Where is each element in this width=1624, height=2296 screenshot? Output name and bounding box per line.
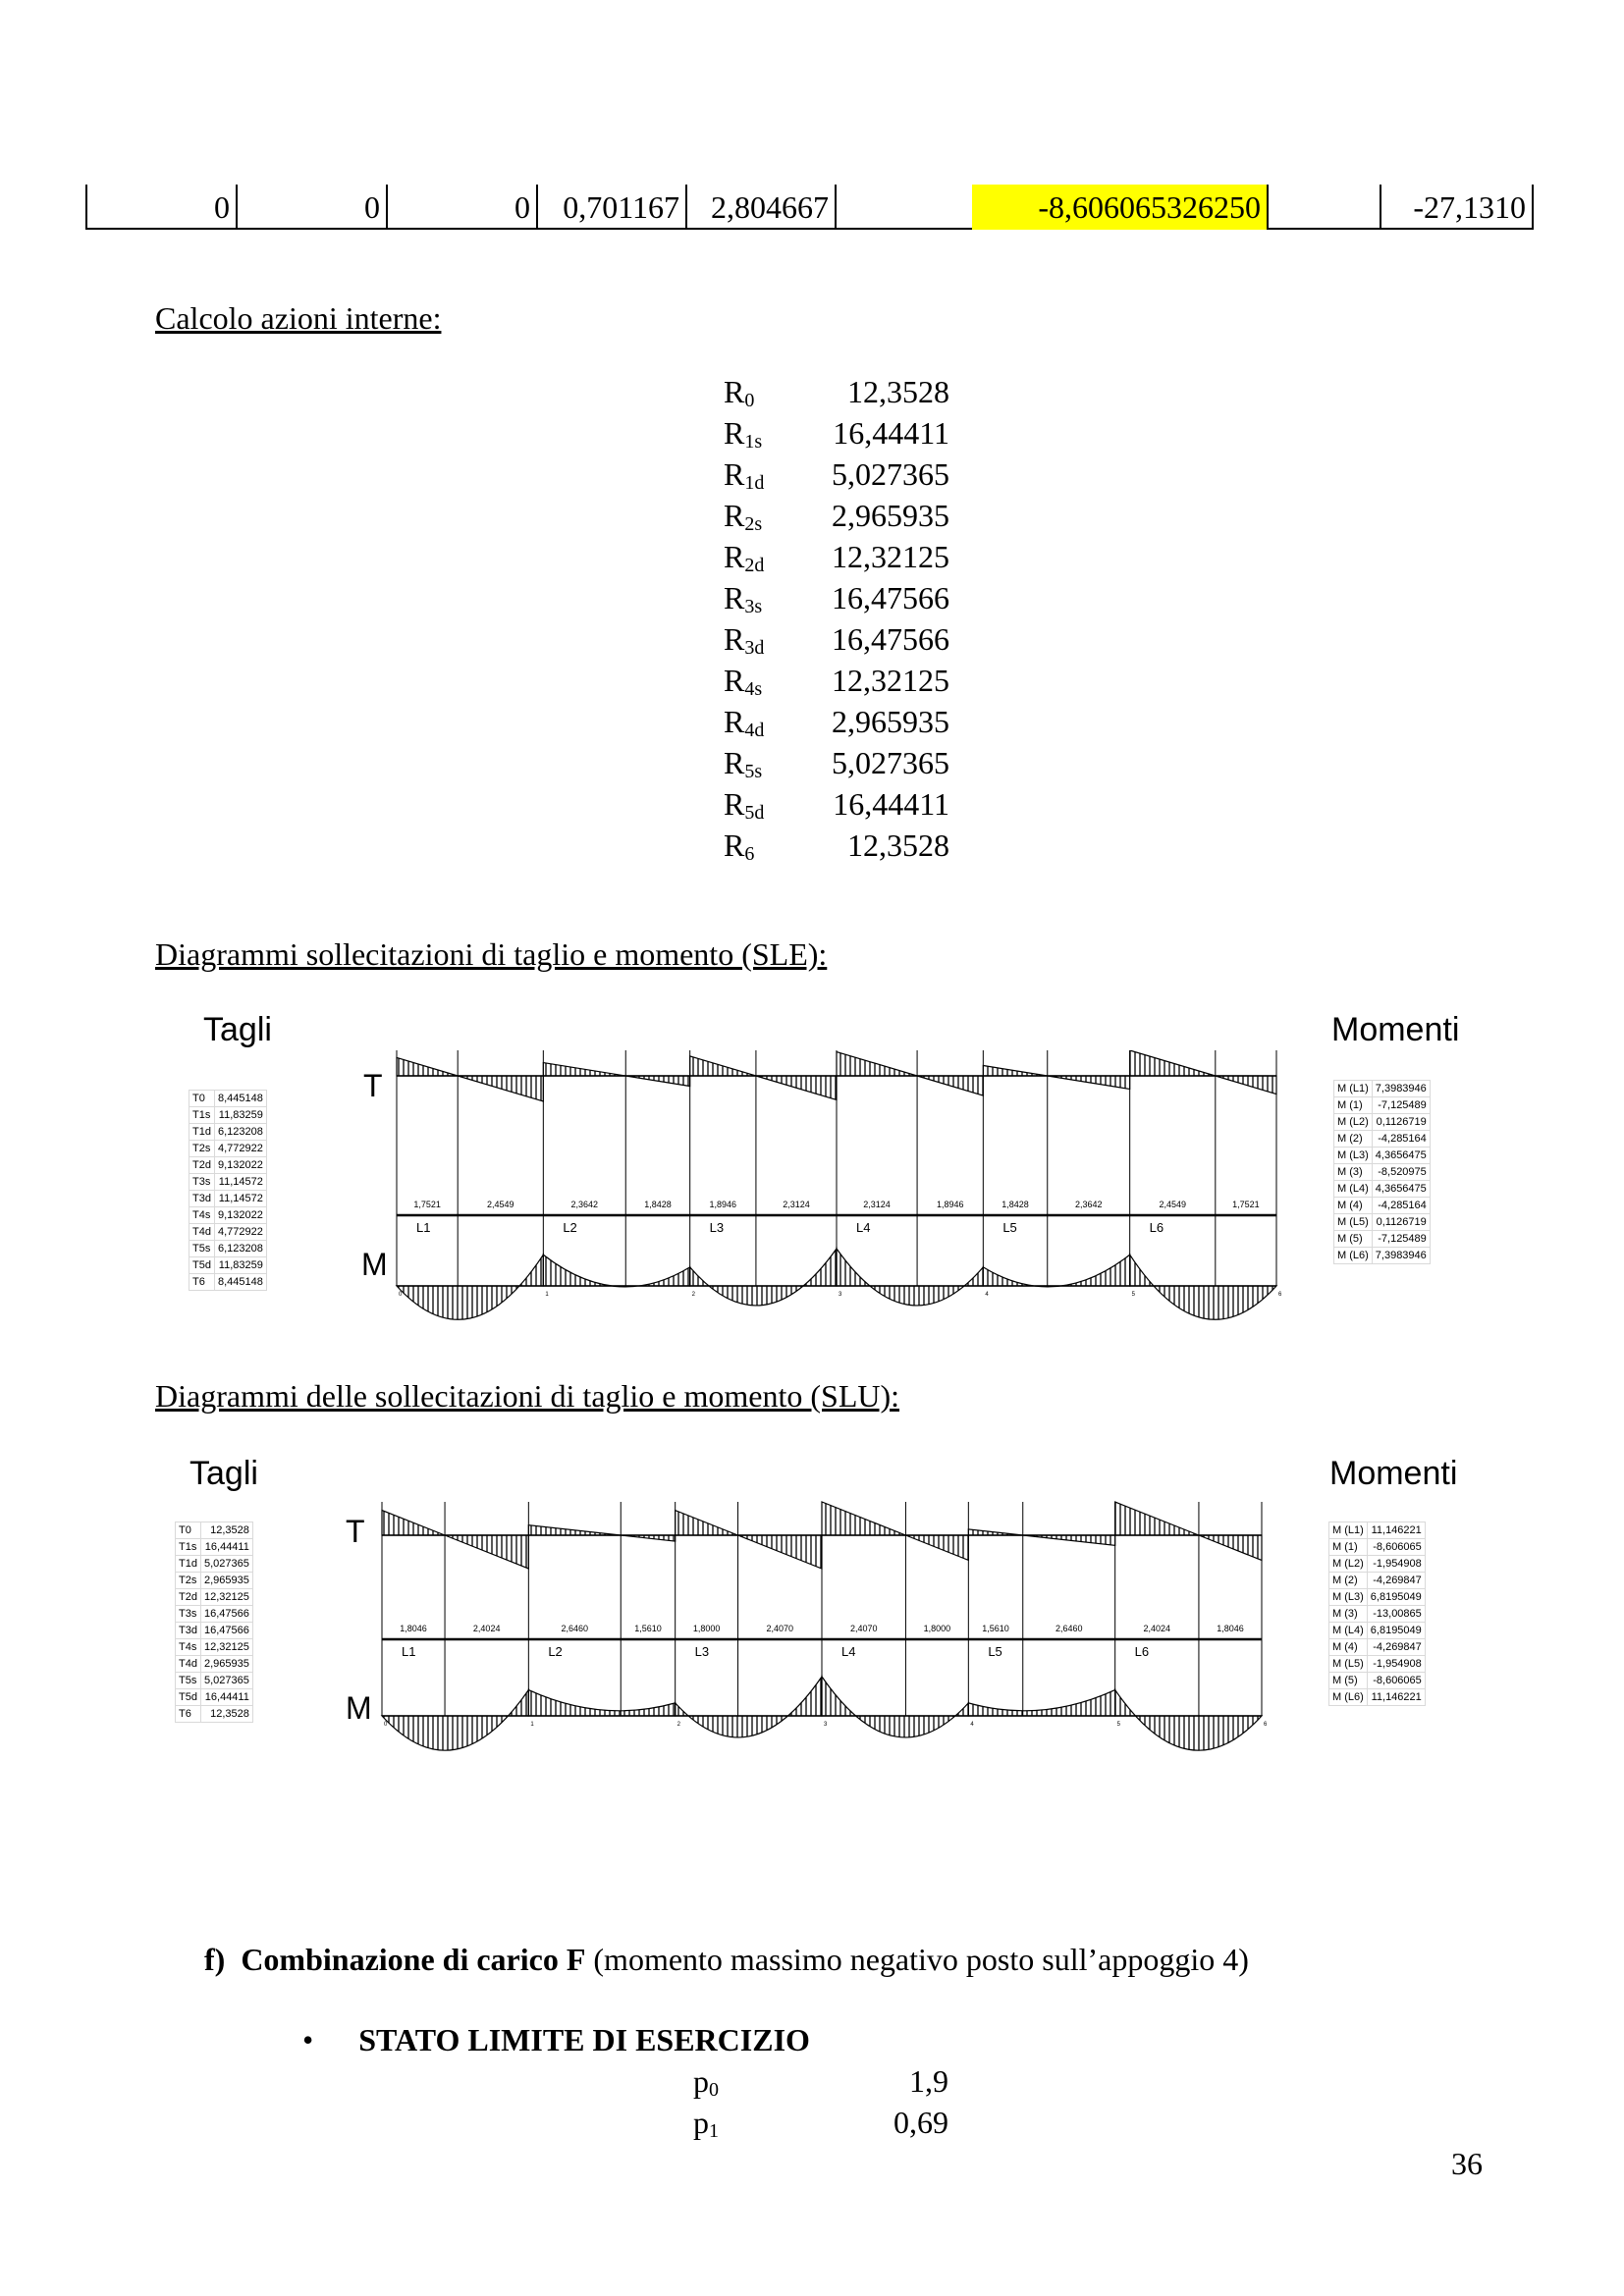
momenti-value: -7,125489: [1372, 1231, 1430, 1248]
tagli-label: T6: [189, 1274, 215, 1291]
param-row: [693, 2063, 948, 2102]
support-label: 4: [970, 1722, 974, 1728]
segment-length-label: 2,4549: [486, 1200, 514, 1209]
momenti-label: M (4): [1329, 1639, 1368, 1656]
tagli-label: T5d: [189, 1257, 215, 1274]
momenti-value: 6,8195049: [1367, 1623, 1425, 1639]
moment-area: [968, 1690, 1114, 1716]
moment-area: [690, 1249, 837, 1306]
momenti-label: M (4): [1334, 1198, 1373, 1214]
momenti-value: -4,269847: [1367, 1573, 1425, 1589]
support-label: 1: [530, 1722, 534, 1728]
momenti-label: M (L3): [1334, 1148, 1373, 1164]
moment-area: [1115, 1690, 1262, 1751]
tagli-value: 4,772922: [214, 1141, 266, 1157]
tagli-value: 11,14572: [214, 1191, 266, 1207]
sle-beam-diagram: [393, 1050, 1296, 1335]
shear-negative-area: [1199, 1535, 1262, 1560]
segment-length-label: 1,8946: [709, 1200, 737, 1209]
shear-axis-label: T: [363, 1068, 383, 1103]
tagli-row: [189, 1274, 267, 1291]
momenti-label: M (3): [1334, 1164, 1373, 1181]
momenti-title: Momenti: [1331, 1011, 1460, 1048]
tagli-value: 8,445148: [214, 1274, 266, 1291]
section-rest: (momento massimo negativo posto sull’appoggio 4): [585, 1942, 1249, 1977]
segment-length-label: 2,3642: [1074, 1200, 1103, 1209]
param-label: $p_0$: [693, 2063, 719, 2101]
tagli-row: [176, 1573, 253, 1589]
tagli-label: T3s: [189, 1174, 215, 1191]
shear-negative-area: [1048, 1076, 1130, 1089]
momenti-label: M (L1): [1334, 1081, 1373, 1097]
tagli-label: T0: [176, 1522, 201, 1539]
segment-length-label: 2,3124: [783, 1200, 810, 1209]
support-label: 6: [1264, 1722, 1268, 1728]
reaction-label: $R_{5s}$: [724, 745, 763, 782]
span-label: L5: [1002, 1220, 1017, 1235]
moment-area: [676, 1677, 822, 1737]
momenti-value: -7,125489: [1372, 1097, 1430, 1114]
tagli-row: [176, 1639, 253, 1656]
tagli-row: [189, 1124, 267, 1141]
momenti-value: -8,606065: [1367, 1539, 1425, 1556]
segment-length-label: 2,4070: [766, 1624, 794, 1633]
tagli-row: [189, 1191, 267, 1207]
row-cell: 0: [214, 189, 230, 225]
tagli-value: 16,44411: [200, 1689, 252, 1706]
reaction-label: $R_{2d}$: [724, 539, 765, 576]
momenti-table: [1328, 1522, 1426, 1706]
slu-diagram: [0, 1443, 1624, 1777]
momenti-label: M (L1): [1329, 1522, 1368, 1539]
reaction-value: 2,965935: [832, 498, 949, 533]
section-bold-title: Combinazione di carico F: [241, 1942, 586, 1977]
segment-length-label: 1,5610: [634, 1624, 662, 1633]
segment-length-label: 2,3642: [570, 1200, 599, 1209]
tagli-value: 16,44411: [200, 1539, 252, 1556]
span-label: L5: [988, 1644, 1002, 1659]
shear-positive-area: [1130, 1050, 1216, 1076]
span-label: L6: [1134, 1644, 1150, 1659]
segment-length-label: 2,6460: [561, 1624, 589, 1633]
shear-negative-area: [1023, 1535, 1115, 1545]
shear-negative-area: [738, 1535, 822, 1569]
highlighted-cell: -8,606065326250: [972, 185, 1267, 230]
momenti-row: [1334, 1181, 1431, 1198]
tagli-row: [176, 1623, 253, 1639]
tagli-value: 2,965935: [200, 1656, 252, 1673]
segment-length-label: 1,8428: [1001, 1200, 1029, 1209]
reaction-value: 16,47566: [832, 621, 949, 657]
momenti-row: [1329, 1589, 1426, 1606]
moment-area: [543, 1255, 689, 1287]
momenti-value: -13,00865: [1367, 1606, 1425, 1623]
shear-negative-area: [1216, 1076, 1276, 1095]
tagli-label: T4s: [189, 1207, 215, 1224]
segment-length-label: 1,8000: [923, 1624, 951, 1633]
reaction-label: $R_{2s}$: [724, 498, 763, 535]
tagli-row: [176, 1522, 253, 1539]
tagli-row: [176, 1539, 253, 1556]
reaction-label: $R_{4d}$: [724, 704, 765, 741]
segment-length-label: 1,8428: [644, 1200, 672, 1209]
heading-calcolo: Calcolo azioni interne:: [155, 300, 442, 336]
reaction-value: 12,3528: [847, 374, 949, 409]
tagli-label: T5d: [176, 1689, 201, 1706]
tagli-row: [189, 1174, 267, 1191]
momenti-value: 6,8195049: [1367, 1589, 1425, 1606]
row-cell: 0,701167: [563, 189, 679, 225]
shear-positive-area: [382, 1511, 445, 1535]
segment-length-label: 1,7521: [413, 1200, 441, 1209]
momenti-value: -4,285164: [1372, 1198, 1430, 1214]
momenti-value: 4,3656475: [1372, 1181, 1430, 1198]
tagli-table: [189, 1090, 267, 1291]
segment-length-label: 2,4024: [472, 1624, 501, 1633]
tagli-title: Tagli: [203, 1011, 272, 1048]
bullet-dot: •: [302, 2022, 314, 2057]
tagli-row: [189, 1157, 267, 1174]
momenti-value: -4,285164: [1372, 1131, 1430, 1148]
segment-length-label: 2,3124: [863, 1200, 891, 1209]
reaction-label: $R_{5d}$: [724, 786, 765, 824]
momenti-value: 11,146221: [1367, 1522, 1425, 1539]
moment-area: [382, 1690, 528, 1751]
tagli-value: 12,32125: [200, 1589, 252, 1606]
param-value: 1,9: [909, 2063, 948, 2099]
tagli-value: 5,027365: [200, 1673, 252, 1689]
momenti-label: M (L6): [1329, 1689, 1368, 1706]
segment-length-label: 1,8000: [692, 1624, 721, 1633]
bullet-item: [302, 2022, 810, 2058]
tagli-row: [176, 1606, 253, 1623]
tagli-label: T4d: [189, 1224, 215, 1241]
tagli-value: 11,83259: [214, 1107, 266, 1124]
segment-length-label: 1,8946: [936, 1200, 964, 1209]
row-cell: 0: [514, 189, 530, 225]
support-label: 4: [985, 1292, 989, 1298]
momenti-value: 0,1126719: [1372, 1214, 1430, 1231]
segment-length-label: 1,8046: [1217, 1624, 1244, 1633]
span-label: L3: [694, 1644, 710, 1659]
segment-length-label: 2,6460: [1055, 1624, 1083, 1633]
tagli-table: [175, 1522, 253, 1723]
momenti-row: [1329, 1556, 1426, 1573]
momenti-row: [1329, 1623, 1426, 1639]
support-label: 5: [1116, 1722, 1121, 1728]
span-label: L4: [841, 1644, 856, 1659]
shear-axis-label: T: [346, 1514, 365, 1549]
tagli-value: 2,965935: [200, 1573, 252, 1589]
support-label: 2: [677, 1722, 681, 1728]
tagli-label: T3s: [176, 1606, 201, 1623]
momenti-value: 0,1126719: [1372, 1114, 1430, 1131]
tagli-value: 9,132022: [214, 1207, 266, 1224]
reaction-label: $R_0$: [724, 374, 755, 411]
momenti-row: [1329, 1539, 1426, 1556]
span-label: L2: [548, 1644, 563, 1659]
momenti-value: 7,3983946: [1372, 1248, 1430, 1264]
shear-negative-area: [905, 1535, 968, 1560]
momenti-row: [1334, 1231, 1431, 1248]
momenti-value: -8,520975: [1372, 1164, 1430, 1181]
momenti-label: M (L3): [1329, 1589, 1368, 1606]
shear-positive-area: [397, 1057, 458, 1076]
support-label: 0: [384, 1722, 388, 1728]
tagli-row: [189, 1241, 267, 1257]
tagli-label: T2d: [189, 1157, 215, 1174]
tagli-label: T1s: [176, 1539, 201, 1556]
section-f-title: [204, 1942, 1249, 1978]
shear-positive-area: [837, 1052, 917, 1076]
row-cell: 0: [364, 189, 380, 225]
moment-axis-label: M: [361, 1247, 388, 1282]
tagli-row: [189, 1107, 267, 1124]
moment-area: [983, 1255, 1129, 1287]
shear-negative-area: [621, 1535, 675, 1541]
momenti-row: [1329, 1689, 1426, 1706]
support-label: 1: [545, 1292, 549, 1298]
momenti-label: M (L5): [1334, 1214, 1373, 1231]
support-label: 5: [1131, 1292, 1136, 1298]
momenti-value: -8,606065: [1367, 1673, 1425, 1689]
tagli-label: T3d: [189, 1191, 215, 1207]
shear-positive-area: [528, 1525, 621, 1535]
span-label: L3: [709, 1220, 725, 1235]
page-number: 36: [1451, 2146, 1483, 2181]
momenti-value: 11,146221: [1367, 1689, 1425, 1706]
tagli-value: 8,445148: [214, 1091, 266, 1107]
momenti-label: M (L6): [1334, 1248, 1373, 1264]
moment-area: [837, 1249, 983, 1306]
tagli-value: 12,3528: [200, 1706, 252, 1723]
bullet-text: STATO LIMITE DI ESERCIZIO: [358, 2022, 810, 2057]
tagli-label: T0: [189, 1091, 215, 1107]
shear-negative-area: [756, 1076, 837, 1099]
span-label: L2: [563, 1220, 577, 1235]
tagli-row: [189, 1091, 267, 1107]
tagli-value: 6,123208: [214, 1241, 266, 1257]
col-border: [1267, 185, 1269, 230]
shear-positive-area: [1115, 1502, 1199, 1535]
tagli-label: T5s: [189, 1241, 215, 1257]
tagli-title: Tagli: [189, 1455, 258, 1492]
reaction-value: 2,965935: [832, 704, 949, 739]
tagli-label: T5s: [176, 1673, 201, 1689]
momenti-row: [1334, 1148, 1431, 1164]
reaction-value: 12,32125: [832, 539, 949, 574]
momenti-value: -1,954908: [1367, 1656, 1425, 1673]
tagli-label: T2s: [189, 1141, 215, 1157]
shear-positive-area: [968, 1529, 1022, 1535]
shear-negative-area: [458, 1076, 543, 1101]
momenti-label: M (3): [1329, 1606, 1368, 1623]
momenti-row: [1329, 1606, 1426, 1623]
moment-area: [397, 1255, 543, 1319]
momenti-value: 7,3983946: [1372, 1081, 1430, 1097]
tagli-row: [176, 1706, 253, 1723]
momenti-row: [1334, 1248, 1431, 1264]
tagli-label: T1d: [176, 1556, 201, 1573]
momenti-label: M (L4): [1329, 1623, 1368, 1639]
tagli-row: [176, 1589, 253, 1606]
momenti-value: -1,954908: [1367, 1556, 1425, 1573]
param-label: $p_1$: [693, 2105, 719, 2142]
momenti-value: 4,3656475: [1372, 1148, 1430, 1164]
shear-positive-area: [690, 1056, 756, 1076]
momenti-value: -4,269847: [1367, 1639, 1425, 1656]
momenti-label: M (5): [1334, 1231, 1373, 1248]
momenti-label: M (L5): [1329, 1656, 1368, 1673]
support-label: 3: [839, 1292, 842, 1298]
momenti-label: M (L2): [1329, 1556, 1368, 1573]
segment-length-label: 1,5610: [982, 1624, 1009, 1633]
tagli-label: T1s: [189, 1107, 215, 1124]
segment-length-label: 1,8046: [400, 1624, 427, 1633]
slu-beam-diagram: [378, 1492, 1281, 1787]
tagli-value: 12,32125: [200, 1639, 252, 1656]
tagli-row: [189, 1141, 267, 1157]
moment-area: [1130, 1255, 1276, 1319]
momenti-row: [1329, 1673, 1426, 1689]
tagli-value: 16,47566: [200, 1606, 252, 1623]
shear-positive-area: [822, 1502, 905, 1535]
tagli-label: T2s: [176, 1573, 201, 1589]
tagli-value: 5,027365: [200, 1556, 252, 1573]
heading-slu: Diagrammi delle sollecitazioni di taglio e momento (SLU):: [155, 1378, 900, 1414]
momenti-label: M (2): [1329, 1573, 1368, 1589]
tagli-row: [189, 1257, 267, 1274]
tagli-row: [176, 1656, 253, 1673]
moment-axis-label: M: [346, 1690, 372, 1726]
momenti-row: [1334, 1131, 1431, 1148]
tagli-label: T2d: [176, 1589, 201, 1606]
momenti-row: [1334, 1081, 1431, 1097]
reaction-value: 12,32125: [832, 663, 949, 698]
momenti-label: M (L4): [1334, 1181, 1373, 1198]
momenti-label: M (1): [1334, 1097, 1373, 1114]
col-border: [1532, 185, 1534, 230]
tagli-label: T3d: [176, 1623, 201, 1639]
tagli-row: [189, 1224, 267, 1241]
shear-negative-area: [625, 1076, 689, 1086]
support-label: 2: [691, 1292, 696, 1298]
reaction-label: $R_6$: [724, 828, 755, 865]
reaction-label: $R_{1s}$: [724, 415, 763, 453]
momenti-row: [1329, 1639, 1426, 1656]
reaction-value: 16,47566: [832, 580, 949, 615]
tagli-row: [189, 1207, 267, 1224]
momenti-table: [1333, 1080, 1431, 1264]
tagli-row: [176, 1556, 253, 1573]
reaction-value: 5,027365: [832, 456, 949, 492]
reaction-label: $R_{4s}$: [724, 663, 763, 700]
reaction-value: 5,027365: [832, 745, 949, 780]
segment-length-label: 1,7521: [1232, 1200, 1260, 1209]
momenti-row: [1334, 1198, 1431, 1214]
span-label: L1: [416, 1220, 431, 1235]
moment-area: [822, 1677, 968, 1737]
segment-length-label: 2,4024: [1143, 1624, 1171, 1633]
tagli-value: 9,132022: [214, 1157, 266, 1174]
moment-area: [528, 1690, 675, 1716]
momenti-row: [1334, 1164, 1431, 1181]
tagli-value: 11,14572: [214, 1174, 266, 1191]
segment-length-label: 2,4070: [849, 1624, 878, 1633]
support-label: 0: [399, 1292, 403, 1298]
momenti-label: M (2): [1334, 1131, 1373, 1148]
param-value: 0,69: [893, 2105, 948, 2140]
section-letter: f): [204, 1942, 226, 1977]
span-label: L6: [1149, 1220, 1164, 1235]
tagli-value: 6,123208: [214, 1124, 266, 1141]
reaction-value: 16,44411: [833, 786, 949, 822]
col-border: [835, 185, 837, 230]
momenti-row: [1334, 1097, 1431, 1114]
reaction-label: $R_{1d}$: [724, 456, 765, 494]
values-row: [85, 185, 1534, 230]
span-label: L1: [402, 1644, 416, 1659]
tagli-label: T4s: [176, 1639, 201, 1656]
shear-negative-area: [445, 1535, 528, 1569]
momenti-row: [1334, 1114, 1431, 1131]
momenti-label: M (L2): [1334, 1114, 1373, 1131]
tagli-value: 4,772922: [214, 1224, 266, 1241]
sle-diagram: [0, 1001, 1624, 1315]
tagli-label: T4d: [176, 1656, 201, 1673]
segment-length-label: 2,4549: [1159, 1200, 1187, 1209]
momenti-title: Momenti: [1329, 1455, 1458, 1492]
support-label: 6: [1278, 1292, 1282, 1298]
support-label: 3: [824, 1722, 828, 1728]
momenti-label: M (1): [1329, 1539, 1368, 1556]
row-cell: 2,804667: [711, 189, 829, 225]
span-label: L4: [856, 1220, 871, 1235]
momenti-row: [1334, 1214, 1431, 1231]
tagli-value: 11,83259: [214, 1257, 266, 1274]
heading-sle: Diagrammi sollecitazioni di taglio e momento (SLE):: [155, 936, 828, 972]
tagli-label: T1d: [189, 1124, 215, 1141]
momenti-label: M (5): [1329, 1673, 1368, 1689]
param-row: [693, 2105, 948, 2143]
tagli-value: 16,47566: [200, 1623, 252, 1639]
reaction-value: 12,3528: [847, 828, 949, 863]
shear-positive-area: [983, 1066, 1047, 1076]
shear-negative-area: [917, 1076, 983, 1095]
shear-positive-area: [543, 1063, 625, 1076]
shear-positive-area: [676, 1511, 738, 1535]
tagli-row: [176, 1689, 253, 1706]
tagli-row: [176, 1673, 253, 1689]
row-cell: -27,1310: [1413, 189, 1526, 225]
momenti-row: [1329, 1573, 1426, 1589]
tagli-label: T6: [176, 1706, 201, 1723]
momenti-row: [1329, 1522, 1426, 1539]
reaction-label: $R_{3d}$: [724, 621, 765, 659]
reaction-value: 16,44411: [833, 415, 949, 451]
reaction-label: $R_{3s}$: [724, 580, 763, 617]
momenti-row: [1329, 1656, 1426, 1673]
tagli-value: 12,3528: [200, 1522, 252, 1539]
